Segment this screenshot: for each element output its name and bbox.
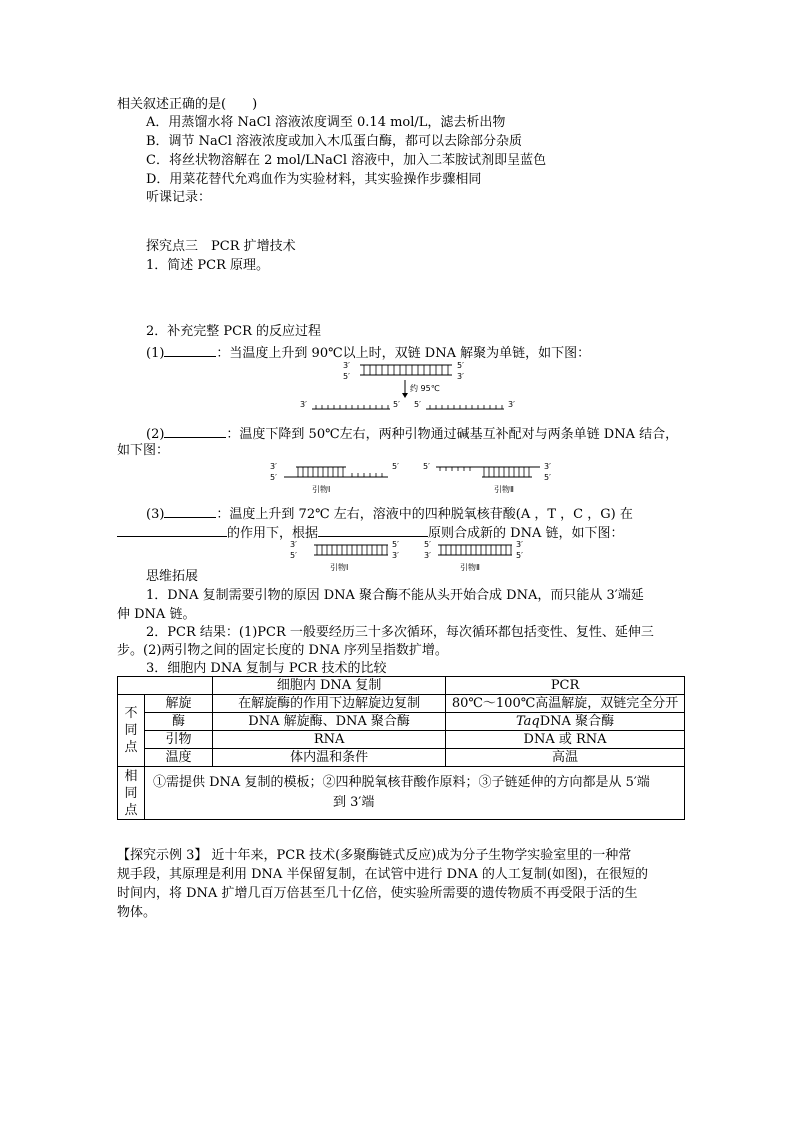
svg-text:3′: 3′ (270, 462, 277, 471)
same-label: 相同点 (118, 767, 145, 820)
svg-text:5′: 5′ (393, 400, 400, 409)
svg-text:5′: 5′ (392, 540, 399, 549)
label-3prime: 3′ (343, 361, 350, 370)
table-row: 引物 RNA DNA 或 RNA (118, 731, 685, 749)
step-2 (146, 423, 678, 444)
step-1-blank[interactable] (164, 342, 216, 357)
svg-text:3′: 3′ (424, 551, 431, 560)
example-line-4: 物体。 (117, 905, 157, 920)
primer-2-label: 引物Ⅱ (494, 485, 514, 494)
table-row-same: 相同点 ①需提供 DNA 复制的模板；②四种脱氧核苷酸作原料；③子链延伸的方向都是从 5′端 到 3′端 (118, 767, 685, 820)
step-1-text: ：当温度上升到 90℃以上时，双链 DNA 解聚为单链，如下图： (216, 346, 591, 361)
ext-point-2b: 步。(2)两引物之间的固定长度的 DNA 序列呈指数扩增。 (117, 643, 448, 658)
denaturation-diagram (300, 357, 530, 419)
ext-point-1a: 1．DNA 复制需要引物的原因 DNA 聚合酶不能从头开始合成 DNA，而只能从 3′端延 (146, 588, 644, 603)
example-line-2: 规手段，其原理是利用 DNA 半保留复制，在试管中进行 DNA 的人工复制(如图)，在很短的 (117, 867, 649, 882)
header-pcr: PCR (446, 677, 685, 695)
svg-text:5′: 5′ (457, 361, 464, 370)
annealing-diagram (270, 459, 560, 501)
ext-point-3: 3．细胞内 DNA 复制与 PCR 技术的比较 (146, 661, 387, 676)
option-d: D．用菜花替代允鸡血作为实验材料，其实验操作步骤相同 (146, 172, 482, 187)
ext-point-1b: 伸 DNA 链。 (117, 607, 196, 622)
diff-label: 不同点 (118, 695, 145, 767)
table-row: 不同点 解旋 在解旋酶的作用下边解旋边复制 80℃～100℃高温解旋，双链完全分开 (118, 695, 685, 713)
svg-text:3′: 3′ (300, 400, 307, 409)
step-3-number: (3) (146, 507, 165, 522)
step-3-blank-1[interactable] (164, 503, 216, 518)
ext-point-2a: 2．PCR 结果：(1)PCR 一般要经历三十多次循环，每次循环都包括变性、复性、延伸三 (146, 625, 654, 640)
primer-1-label: 引物Ⅰ (312, 485, 331, 494)
question-1: 1．简述 PCR 原理。 (146, 258, 270, 273)
svg-text:3′: 3′ (392, 551, 399, 560)
example-line-3: 时间内，将 DNA 扩增几百万倍甚至几十亿倍，使实验所需要的遗传物质不再受限于活的生 (117, 886, 638, 901)
svg-text:5′: 5′ (414, 400, 421, 409)
question-2: 2．补充完整 PCR 的反应过程 (146, 324, 322, 339)
svg-text:引物Ⅱ: 引物Ⅱ (460, 563, 480, 572)
step-2-text: ：温度下降到 50℃左右，两种引物通过碱基互补配对与两条单链 DNA 结合， (226, 427, 679, 442)
example-line-1: 【探究示例 3】 近十年来，PCR 技术(多聚酶链式反应)成为分子生物学实验室里的一种常 (117, 848, 632, 863)
comparison-table (117, 676, 685, 820)
header-in-cell: 细胞内 DNA 复制 (213, 677, 446, 695)
step-3-continuation: 的作用下，根据 原则合成新的 DNA 链，如下图： (117, 522, 623, 543)
step-1-number: (1) (146, 346, 165, 361)
question-stem: 相关叙述正确的是( ) (117, 97, 258, 112)
svg-text:5′: 5′ (423, 462, 430, 471)
step-2-blank[interactable] (164, 423, 226, 438)
table-row: 温度 体内温和条件 高温 (118, 749, 685, 767)
step-2-continuation: 如下图： (117, 443, 170, 458)
step-3-blank-2[interactable] (117, 522, 227, 537)
label-5prime: 5′ (343, 372, 350, 381)
table-row: 酶 DNA 解旋酶、DNA 聚合酶 TaqDNA 聚合酶 (118, 713, 685, 731)
svg-text:3′: 3′ (290, 540, 297, 549)
svg-text:3′: 3′ (516, 540, 523, 549)
step-2-number: (2) (146, 427, 165, 442)
svg-text:5′: 5′ (290, 551, 297, 560)
option-c: C．将丝状物溶解在 2 mol/LNaCl 溶液中，加入二苯胺试剂即呈蓝色 (146, 153, 547, 168)
option-a: A．用蒸馏水将 NaCl 溶液浓度调至 0.14 mol/L，滤去析出物 (146, 115, 506, 130)
option-b: B．调节 NaCl 溶液浓度或加入木瓜蛋白酶，都可以去除部分杂质 (146, 134, 523, 149)
svg-text:5′: 5′ (392, 462, 399, 471)
step-3 (146, 503, 633, 524)
svg-text:引物Ⅰ: 引物Ⅰ (330, 563, 349, 572)
svg-text:5′: 5′ (544, 473, 551, 482)
section-title: 探究点三 PCR 扩增技术 (146, 239, 296, 254)
extension-title: 思维拓展 (146, 569, 199, 584)
svg-text:3′: 3′ (508, 400, 515, 409)
svg-text:3′: 3′ (544, 462, 551, 471)
svg-text:5′: 5′ (516, 551, 523, 560)
temperature-label: 约 95℃ (410, 384, 440, 393)
table-header-row (118, 677, 685, 695)
step-3-blank-3[interactable] (318, 522, 428, 537)
extension-diagram (290, 537, 540, 579)
svg-text:5′: 5′ (270, 473, 277, 482)
svg-text:3′: 3′ (457, 372, 464, 381)
svg-text:5′: 5′ (424, 540, 431, 549)
step-3-text-a: ：温度上升到 72℃ 左右，溶液中的四种脱氧核苷酸(A ，T ，C ，G) 在 (216, 507, 633, 522)
notes-label: 听课记录： (146, 190, 212, 205)
